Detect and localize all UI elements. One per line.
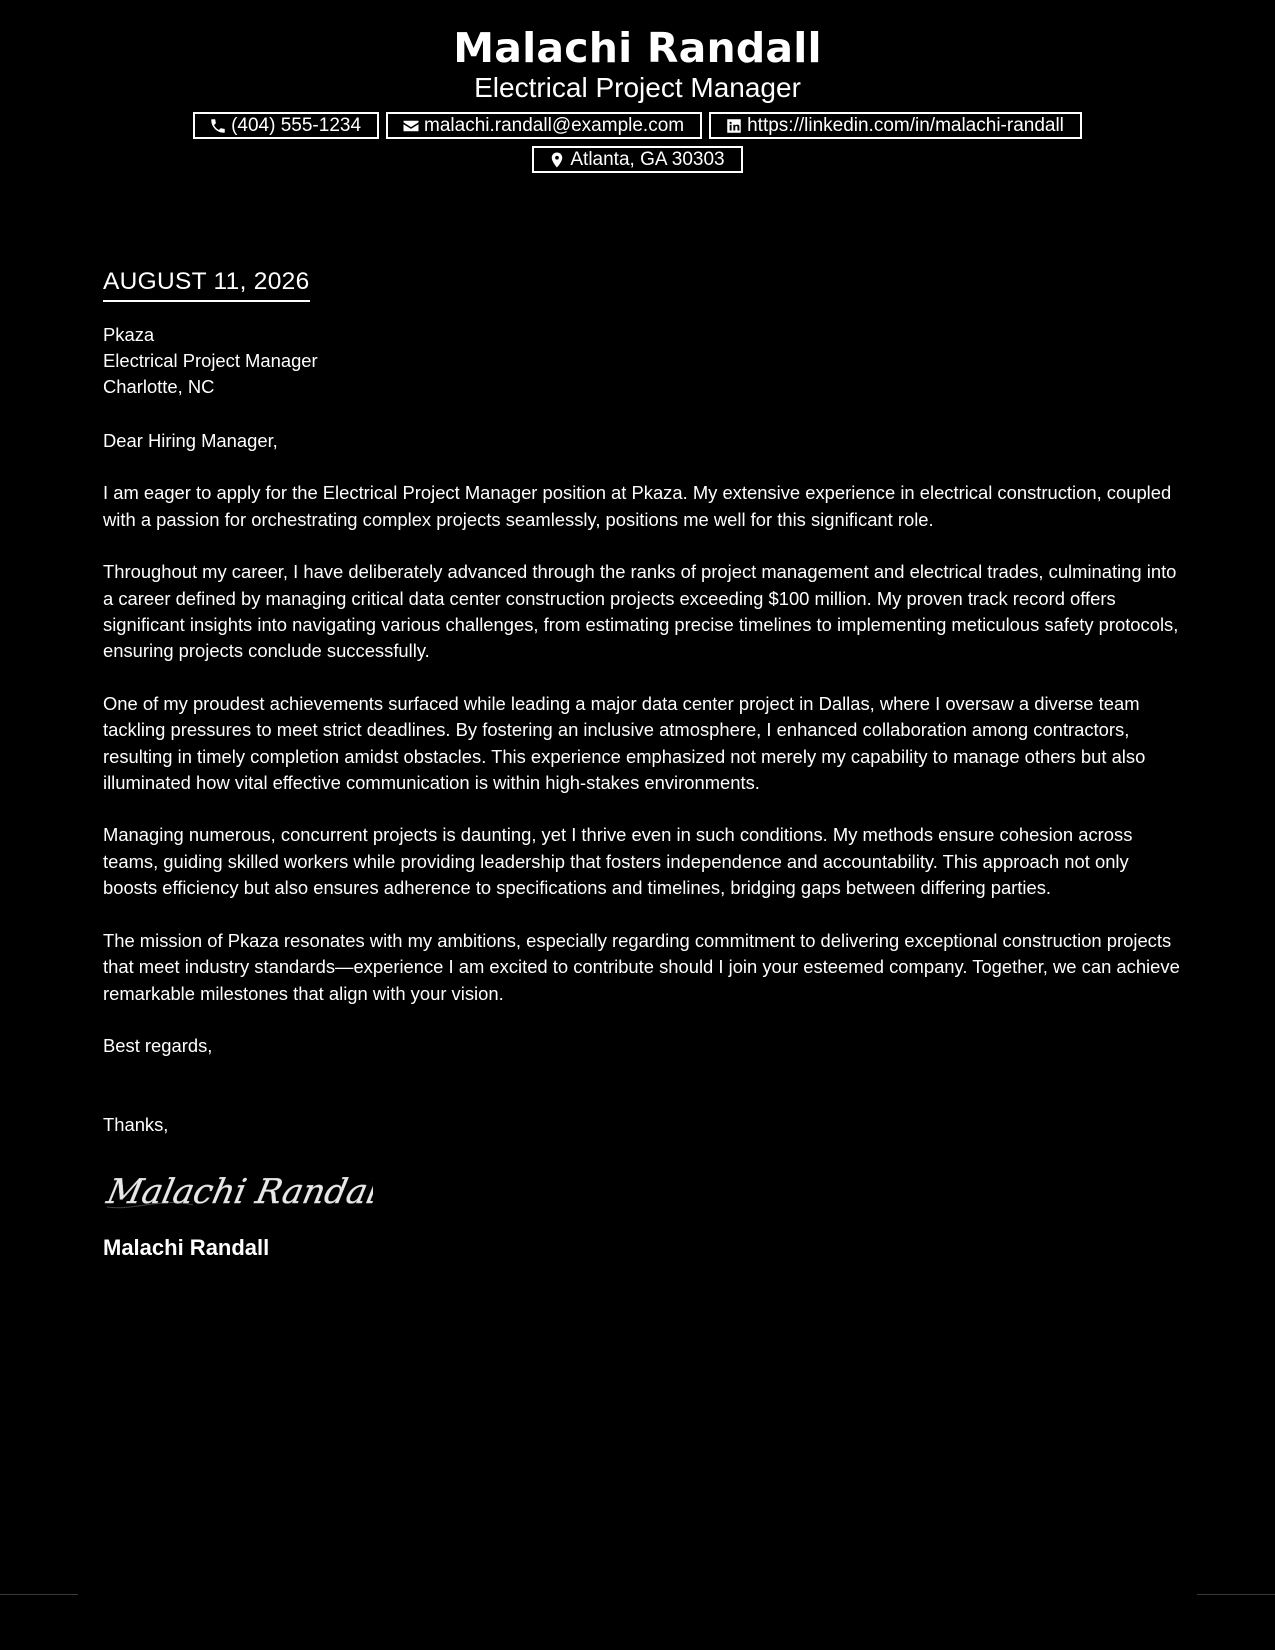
letter-date: AUGUST 11, 2026 [103, 266, 310, 302]
signer-name: Malachi Randall [103, 1234, 270, 1260]
contact-email-text: malachi.randall@example.com [424, 115, 685, 136]
closing: Best regards, [103, 1034, 213, 1056]
recipient-location: Charlotte, NC [103, 376, 215, 397]
recipient-block [103, 322, 1183, 400]
contact-phone-text: (404) 555-1234 [231, 115, 362, 136]
footer-divider-right [1197, 1594, 1275, 1595]
handwritten-signature [103, 1167, 1183, 1217]
phone-icon [209, 117, 227, 135]
paragraph: One of my proudest achievements surfaced while leading a major data center project in Dallas, where I oversaw a diverse team tackling pressures to meet strict deadlines. By fostering an inclusive atmosphere, I enhanced collaboration among contractors, resulting in timely completion amidst obstacles. This experience emphasized not merely my capability to manage others but also illuminated how vital effective communication is within high-stakes environments. [103, 692, 1146, 794]
svg-text:Malachi Randall: Malachi Randall [103, 1172, 373, 1212]
envelope-icon [402, 117, 420, 135]
footer-divider-left [0, 1594, 78, 1595]
paragraph: Managing numerous, concurrent projects is daunting, yet I thrive even in such conditions. My methods ensure cohesion across teams, guiding skilled workers while providing leadership that fosters independence and accountability. This approach not only boosts efficiency but also ensures adherence to specifications and timelines, bridging gaps between differing parties. [103, 824, 1133, 899]
contact-list [178, 112, 1098, 173]
recipient-company: Pkaza [103, 324, 155, 345]
applicant-name: Malachi Randall [453, 24, 822, 72]
thanks-line: Thanks, [103, 1114, 169, 1136]
salutation: Dear Hiring Manager, [103, 430, 278, 451]
contact-location-text: Atlanta, GA 30303 [570, 149, 725, 170]
contact-phone[interactable] [193, 112, 379, 139]
contact-linkedin-text: https://linkedin.com/in/malachi-randall [747, 115, 1064, 136]
map-marker-icon [548, 151, 566, 169]
recipient-position: Electrical Project Manager [103, 350, 318, 371]
contact-linkedin[interactable] [709, 112, 1082, 139]
paragraph: I am eager to apply for the Electrical Project Manager position at Pkaza. My extensive experience in electrical construction, coupled with a passion for orchestrating complex projects seamlessly, positions me well for this significant role. [103, 482, 1172, 530]
letter-body [103, 266, 1183, 1262]
contact-location [532, 146, 742, 173]
paragraph: Throughout my career, I have deliberately advanced through the ranks of project management and electrical trades, culminating into a career defined by managing critical data center construction projects exceeding $100 million. My proven track record offers significant insights into navigating various challenges, from estimating precise timelines to implementing meticulous safety protocols, ensuring projects conclude successfully. [103, 561, 1179, 662]
applicant-title: Electrical Project Manager [474, 72, 801, 103]
contact-email[interactable] [386, 112, 702, 139]
letter-header [0, 22, 1275, 173]
signature-image [103, 1167, 373, 1217]
paragraph: The mission of Pkaza resonates with my ambitions, especially regarding commitment to delivering exceptional construction projects that meet industry standards—experience I am excited to contribute should I join your esteemed company. Together, we can achieve remarkable milestones that align with your vision. [103, 929, 1180, 1004]
linkedin-icon [725, 117, 743, 135]
